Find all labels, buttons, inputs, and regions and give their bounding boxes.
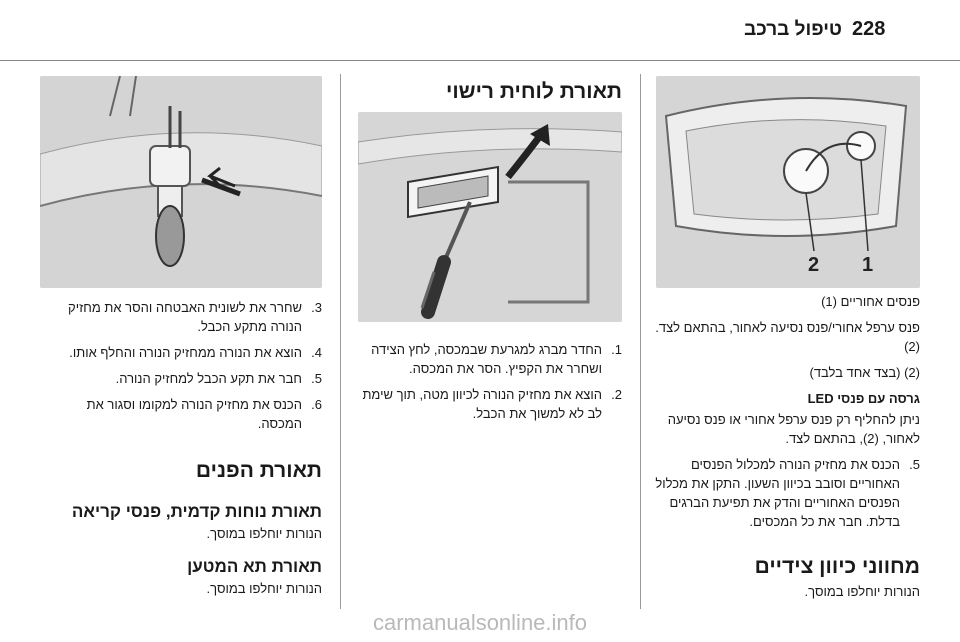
column-divider-right bbox=[640, 74, 641, 609]
tail-lamp-illustration bbox=[656, 76, 920, 288]
side-indicators-text: הנורות יוחלפו במוסך. bbox=[804, 584, 920, 599]
middle-steps-block bbox=[352, 340, 622, 430]
header-divider bbox=[0, 60, 960, 61]
tail-lamp-callout-1: 1 bbox=[862, 254, 874, 276]
tail-lamp-drawing bbox=[656, 76, 920, 288]
right-steps-list bbox=[652, 455, 920, 531]
trunk-light-heading: תאורת תא המטען bbox=[187, 557, 322, 576]
right-text-block bbox=[652, 292, 920, 538]
middle-steps-list bbox=[352, 340, 622, 423]
led-version-title: גרסה עם פנסי LED bbox=[807, 391, 920, 406]
right-step-5: 5. הכנס את מחזיק הנורה למכלול הפנסים האחוריים וסובב בכיוון השעון. התקן את מכלול הפנסים האחוריים והדק את תפיעת הברגים בדלת. חבר את כל המכסים. bbox=[655, 457, 920, 529]
left-steps-block bbox=[50, 298, 322, 440]
left-step-5: 5. חבר את תקע הכבל למחזיק הנורה. bbox=[115, 371, 322, 386]
license-plate-drawing bbox=[358, 112, 622, 322]
front-courtesy-text: הנורות יוחלפו במוסך. bbox=[206, 526, 322, 541]
page-number: 228 bbox=[852, 18, 886, 40]
left-step-6: 6. הכנס את מחזיק הנורה למקומו וסגור את המכסה. bbox=[86, 397, 322, 431]
middle-step-1: 1. החדר מברג למגרעת שבמכסה, לחץ הצידה ושחרר את הקפיץ. הסר את המכסה. bbox=[371, 342, 622, 376]
front-courtesy-heading: תאורת נוחות קדמית, פנסי קריאה bbox=[71, 502, 322, 521]
left-step-3: 3. שחרר את לשונית האבטחה והסר את מחזיק הנורה מתקע הכבל. bbox=[68, 300, 322, 334]
license-plate-illustration bbox=[358, 112, 622, 322]
bulb-holder-drawing bbox=[40, 76, 322, 288]
middle-step-2: 2. הוצא את מחזיק הנורה לכיוון מטה, תוך שימת לב לא למשוך את הכבל. bbox=[362, 387, 622, 421]
side-indicators-heading: מחווני כיוון צידיים bbox=[754, 555, 920, 578]
tail-lights-item: פנסים אחוריים (1) bbox=[821, 294, 920, 309]
left-steps-list bbox=[50, 298, 322, 433]
watermark: carmanualsonline.info bbox=[372, 610, 588, 635]
column-divider-left bbox=[340, 74, 341, 609]
license-plate-heading: תאורת לוחית רישוי bbox=[445, 80, 622, 103]
interior-lighting-heading: תאורת הפנים bbox=[195, 459, 322, 482]
tail-lamp-callout-2: 2 bbox=[808, 254, 820, 276]
section-title: טיפול ברכב bbox=[744, 19, 842, 40]
led-version-text: ניתן להחליף רק פנס ערפל אחורי או פנס נסיעה לאחור, (2), בהתאם לצד. bbox=[667, 412, 920, 446]
one-side-item: (2) (בצד אחד בלבד) bbox=[809, 365, 920, 380]
bulb-holder-illustration bbox=[40, 76, 322, 288]
trunk-light-text: הנורות יוחלפו במוסך. bbox=[206, 581, 322, 596]
fog-reverse-item: פנס ערפל אחורי/פנס נסיעה לאחור, בהתאם לצד. (2) bbox=[655, 320, 920, 354]
left-step-4: 4. הוצא את הנורה ממחזיק הנורה והחלף אותו. bbox=[69, 345, 322, 360]
